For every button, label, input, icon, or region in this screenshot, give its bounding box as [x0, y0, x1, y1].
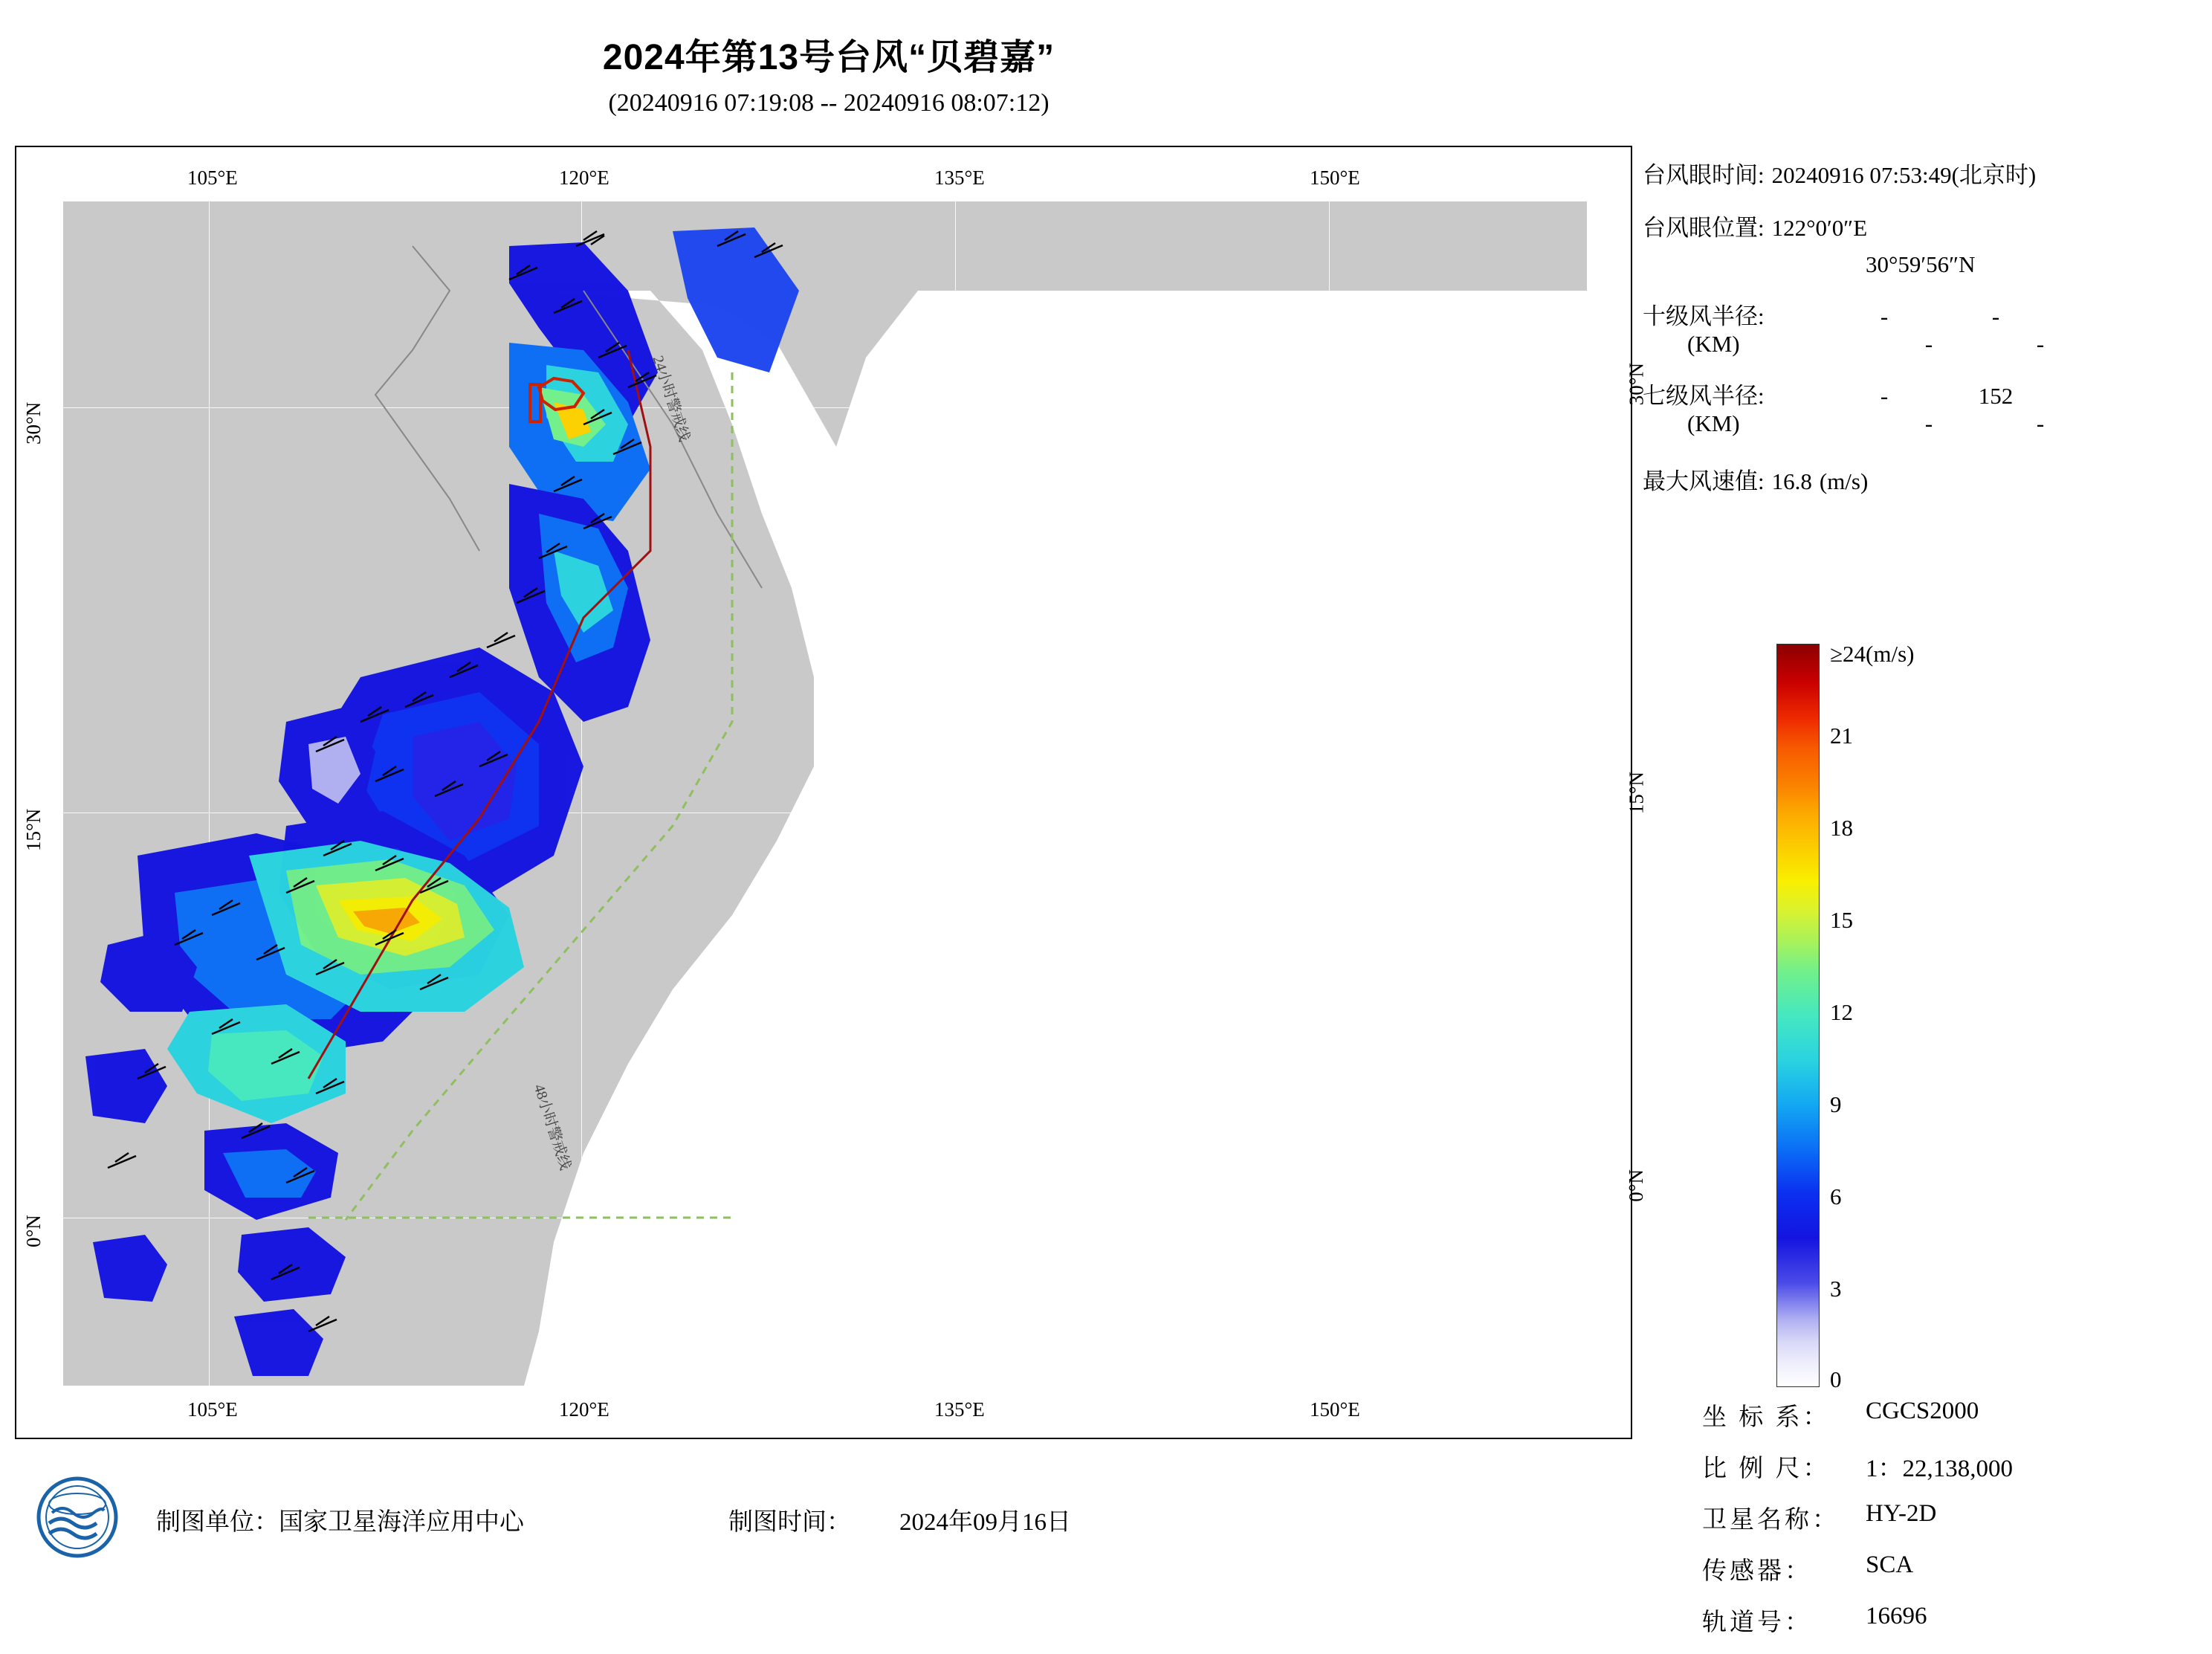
orbit-row — [1702, 1603, 2212, 1638]
radius-10-r2c1: - — [1924, 331, 1933, 357]
page-title: 2024年第13号台风“贝碧嘉” — [602, 38, 1055, 77]
lat-tick-0-right: 0°N — [1625, 1169, 1647, 1202]
lon-tick-150-top: 150°E — [1310, 167, 1360, 189]
map-frame — [15, 146, 1647, 1439]
lon-tick-150-bottom: 150°E — [1310, 1398, 1360, 1421]
eye-position-lat: 30°59′56″N — [1866, 251, 1976, 277]
crs-row — [1702, 1398, 2212, 1432]
lon-tick-120-bottom: 120°E — [559, 1398, 609, 1421]
radius-7-block — [1643, 377, 2208, 437]
typhoon-info-panel — [1643, 156, 2208, 515]
colorbar-tick-6: 6 — [1830, 1183, 1842, 1209]
satellite-row — [1702, 1500, 2212, 1535]
satellite-value: HY-2D — [1866, 1500, 1937, 1527]
warning-line-48h-label: 48小时警戒线 — [530, 1082, 574, 1172]
satellite-label: 卫星名称： — [1702, 1507, 1840, 1534]
radius-7-r1c1: - — [1880, 383, 1889, 409]
map-overlay — [63, 201, 1587, 1386]
lat-tick-0-left: 0°N — [22, 1215, 45, 1247]
lon-tick-135-bottom: 135°E — [934, 1398, 985, 1421]
sensor-label: 传感器： — [1702, 1558, 1812, 1585]
sensor-value: SCA — [1866, 1551, 1914, 1578]
warning-line-24h-label: 24小时警戒线 — [649, 353, 693, 444]
lat-tick-15-right: 15°N — [1625, 772, 1647, 815]
eye-position-row — [1643, 209, 2208, 242]
radius-10-block — [1643, 297, 2208, 358]
crs-value: CGCS2000 — [1866, 1398, 1979, 1424]
production-date-label: 制图时间： — [728, 1509, 851, 1536]
eye-time-label: 台风眼时间: — [1643, 162, 1765, 188]
colorbar-tick-9: 9 — [1830, 1091, 1842, 1117]
production-date-value: 2024年09月16日 — [899, 1509, 1071, 1536]
lat-tick-30-left: 30°N — [22, 401, 45, 445]
colorbar-tick-12: 12 — [1830, 999, 1853, 1025]
colorbar-tick-3: 3 — [1830, 1276, 1842, 1302]
orbit-value: 16696 — [1866, 1603, 1927, 1629]
colorbar-legend — [1776, 641, 2163, 1392]
radius-10-r2c2: - — [2036, 331, 2045, 357]
radius-7-row-2 — [1643, 410, 2208, 437]
eye-time-row — [1643, 156, 2208, 190]
radius-7-r2c2: - — [2036, 410, 2045, 436]
colorbar-top-label: ≥24(m/s) — [1830, 641, 1915, 667]
max-wind-label: 最大风速值: — [1643, 468, 1765, 494]
radius-10-km-label: (KM) — [1687, 331, 1740, 357]
radius-10-label: 十级风半径: — [1643, 303, 1765, 329]
eye-time-value: 20240916 07:53:49(北京时) — [1771, 162, 2037, 188]
colorbar-tick-18: 18 — [1830, 815, 1853, 841]
radius-10-row-1 — [1643, 297, 2208, 331]
page-subtitle: (20240916 07:19:08 -- 20240916 08:07:12) — [608, 89, 1050, 117]
max-wind-value: 16.8 — [1771, 468, 1812, 494]
eye-position-lat-row — [1643, 251, 2208, 278]
map-metadata-panel — [1702, 1398, 2212, 1654]
radius-7-row-1 — [1643, 377, 2208, 410]
lon-tick-105-top: 105°E — [187, 167, 238, 189]
producer-label: 制图单位：国家卫星海洋应用中心 — [156, 1509, 524, 1536]
radius-10-row-2 — [1643, 331, 2208, 358]
orbit-label: 轨道号： — [1702, 1609, 1812, 1636]
scale-value: 1：22,138,000 — [1866, 1456, 2013, 1482]
max-wind-row — [1643, 462, 2208, 496]
crs-label: 坐 标 系： — [1702, 1404, 1831, 1431]
colorbar-tick-15: 15 — [1830, 907, 1853, 933]
colorbar-tick-0: 0 — [1830, 1366, 1842, 1392]
radius-7-r2c1: - — [1924, 410, 1933, 436]
eye-position-lon: 122°0′0″E — [1771, 215, 1868, 241]
lat-tick-30-right: 30°N — [1625, 363, 1647, 406]
scale-label: 比 例 尺： — [1702, 1456, 1831, 1482]
colorbar-tick-21: 21 — [1830, 723, 1853, 749]
footer-bar — [0, 1476, 1635, 1557]
scale-row — [1702, 1449, 2212, 1484]
radius-10-r1c2: - — [1991, 303, 2000, 329]
max-wind-unit: (m/s) — [1819, 468, 1869, 494]
eye-position-label: 台风眼位置: — [1643, 215, 1765, 241]
colorbar-gradient — [1776, 644, 1820, 1387]
sensor-row — [1702, 1551, 2212, 1586]
radius-7-label: 七级风半径: — [1643, 383, 1765, 409]
radius-7-r1c2: 152 — [1978, 383, 2014, 409]
lat-tick-15-left: 15°N — [22, 808, 45, 851]
map-plot-area[interactable] — [63, 201, 1587, 1386]
lon-tick-105-bottom: 105°E — [187, 1398, 238, 1421]
radius-10-r1c1: - — [1880, 303, 1889, 329]
lon-tick-120-top: 120°E — [559, 167, 609, 189]
lon-tick-135-top: 135°E — [934, 167, 985, 189]
radius-7-km-label: (KM) — [1687, 410, 1740, 436]
